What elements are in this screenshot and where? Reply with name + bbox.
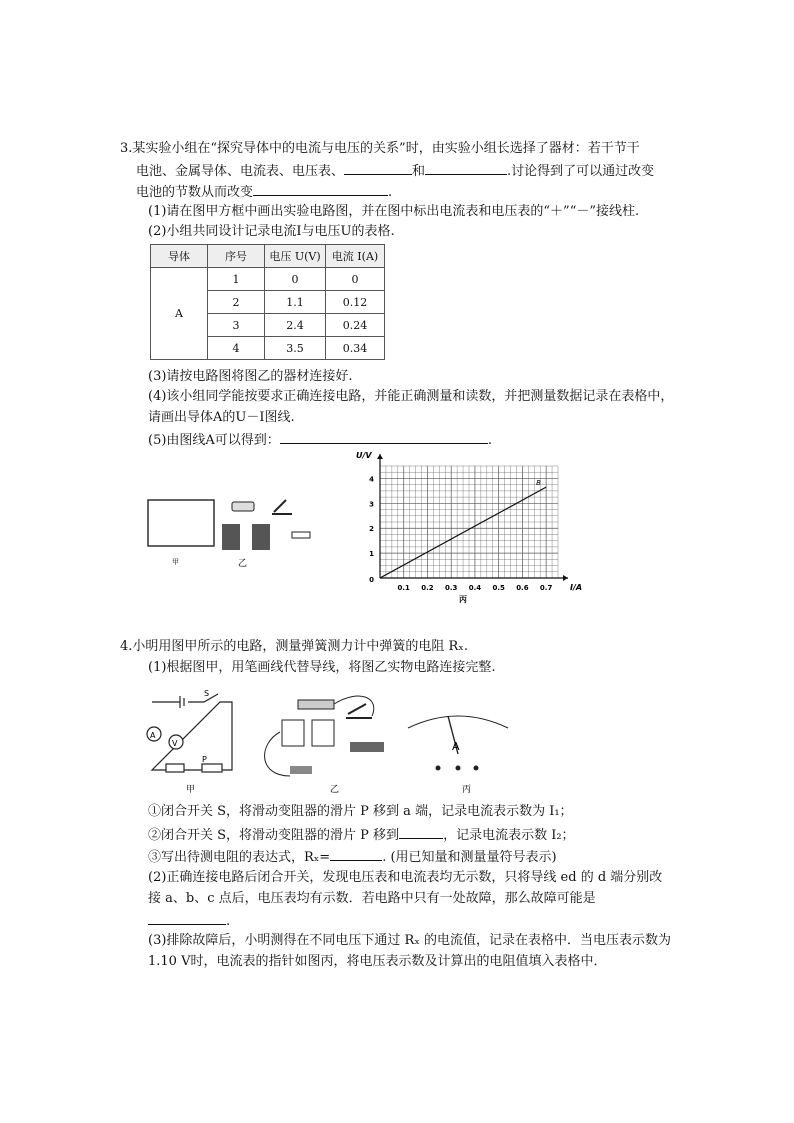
circuit-box <box>148 500 214 546</box>
table-header: 电压 U(V) <box>265 245 326 268</box>
figure-label-bing: 丙 <box>462 785 472 795</box>
conductor-cell: A <box>151 268 208 360</box>
q4-part3-b: 1.10 V时，电流表的指针如图丙，将电压表示数及计算出的电阻值填入表格中． <box>148 954 607 969</box>
y-tick-label: 2 <box>369 525 374 534</box>
q4-part2-b: 接 a、b、c 点后，电压表均有示数．若电路中只有一处故障，那么故障可能是 <box>148 891 596 906</box>
table-header: 导体 <box>151 245 208 268</box>
q4-part2-a: (2)正确连接电路后闭合开关，发现电压表和电流表均无示数，只将导线 ed 的 d 端分别改 <box>148 870 663 885</box>
resistor-icon <box>290 766 312 774</box>
q3-line3-text-a: 电池的节数从而改变 <box>136 185 254 200</box>
answer-blank[interactable] <box>253 182 388 196</box>
q3-line2-text-b: 和 <box>412 164 426 179</box>
table-cell: 0 <box>265 268 326 291</box>
voltmeter-icon <box>312 720 334 746</box>
q3-part2: (2)小组共同设计记录电流I与电压U的表格. <box>148 224 395 239</box>
y-tick-label: 4 <box>369 475 374 484</box>
apparatus-yi <box>265 696 384 776</box>
voltmeter-icon <box>252 524 270 550</box>
chart-caption: 丙 <box>459 595 467 604</box>
resistor-icon <box>292 532 310 538</box>
circuit-diagram-jia <box>147 694 232 772</box>
answer-blank[interactable] <box>280 430 488 444</box>
u-i-chart <box>346 452 586 610</box>
q3-line3-text-b: . <box>388 185 393 200</box>
x-axis-label: I/A <box>570 583 583 592</box>
ammeter-icon <box>282 720 304 746</box>
dial-letter: A <box>452 740 460 753</box>
equipment-figure <box>146 490 346 570</box>
q3-part5 <box>148 430 492 450</box>
series-label: B <box>536 479 541 488</box>
q4-part1: (1)根据图甲，用笔画线代替导线，将图乙实物电路连接完整. <box>148 660 496 675</box>
y-tick-label: 1 <box>369 550 374 559</box>
q3-part4-b: 请画出导体A的U－I图线. <box>148 410 295 425</box>
answer-blank[interactable] <box>148 911 226 925</box>
q4-step3-text-b: . (用已知量和测量量符号表示) <box>382 850 557 865</box>
q3-line2-text-a: 电池、金属导体、电流表、电压表、 <box>136 164 345 179</box>
rheostat-symbol <box>202 764 222 772</box>
y-axis-label: U/V <box>356 452 372 460</box>
table-cell: 0.12 <box>326 291 385 314</box>
rx-symbol <box>166 764 184 772</box>
q4-line1: 4.小明用图甲所示的电路，测量弹簧测力计中弹簧的电阻 Rₓ. <box>120 639 468 654</box>
y-axis-arrow <box>377 454 383 459</box>
table-cell: 2 <box>208 291 265 314</box>
ui-chart <box>346 452 586 610</box>
table-header-row <box>151 245 385 268</box>
switch-icon <box>346 704 372 718</box>
terminal-icon <box>456 766 461 771</box>
table-header: 序号 <box>208 245 265 268</box>
q3-part4-a: (4)该小组同学能按要求正确连接电路，并能正确测量和读数，并把测量数据记录在表格中， <box>148 389 674 404</box>
table-cell: 1.1 <box>265 291 326 314</box>
q3-part1: (1)请在图甲方框中画出实验电路图，并在图中标出电流表和电压表的“＋”“－”接线柱. <box>148 204 640 219</box>
battery-symbol <box>180 696 184 708</box>
table-cell: 0 <box>326 268 385 291</box>
q4-step3 <box>148 847 557 867</box>
terminal-icon <box>474 766 479 771</box>
q4-part2-c <box>148 911 230 931</box>
figure-label-yi: 乙 <box>238 559 248 569</box>
voltmeter-letter: V <box>172 739 178 748</box>
origin-label: 0 <box>369 576 374 584</box>
answer-blank[interactable] <box>399 825 443 839</box>
figure-label-yi: 乙 <box>330 785 340 795</box>
table-cell: 3 <box>208 314 265 337</box>
x-tick-label: 0.7 <box>539 584 553 592</box>
switch-icon <box>272 500 292 514</box>
q3-part5-text-a: (5)由图线A可以得到： <box>148 433 280 448</box>
table-cell: 4 <box>208 337 265 360</box>
x-axis-arrow <box>563 575 568 581</box>
table-header: 电流 I(A) <box>326 245 385 268</box>
x-tick-label: 0.5 <box>492 584 505 592</box>
x-tick-label: 0.3 <box>444 584 458 592</box>
answer-blank[interactable] <box>425 161 507 175</box>
terminal-icon <box>436 766 441 771</box>
x-tick-label: 0.2 <box>421 584 434 592</box>
q4-step1: ①闭合开关 S，将滑动变阻器的滑片 P 移到 a 端，记录电流表示数为 I₁； <box>148 804 573 819</box>
q4-figures <box>140 684 520 796</box>
q4-part3-a: (3)排除故障后，小明测得在不同电压下通过 Rₓ 的电流值，记录在表格中．当电压表示数为 <box>148 933 671 948</box>
battery-icon <box>298 700 334 709</box>
table-cell: 3.5 <box>265 337 326 360</box>
q4-part2-text-c: . <box>226 914 231 929</box>
q3-figure-jia-yi <box>146 490 346 570</box>
q3-line2 <box>136 161 654 181</box>
data-table <box>150 244 385 360</box>
chart-grid <box>380 466 558 578</box>
q3-line2-text-c: .讨论得到了可以通过改变 <box>507 164 655 179</box>
x-tick-label: 0.1 <box>397 584 410 592</box>
q3-part3: (3)请按电路图将图乙的器材连接好. <box>148 369 353 384</box>
table-row <box>151 268 385 291</box>
table-cell: 0.34 <box>326 337 385 360</box>
x-tick-label: 0.4 <box>468 584 482 592</box>
figure-label-jia: 甲 <box>172 558 179 566</box>
y-tick-label: 3 <box>369 500 374 509</box>
q4-step3-text-a: ③写出待测电阻的表达式，Rₓ= <box>148 850 331 865</box>
q4-step2-text-a: ②闭合开关 S，将滑动变阻器的滑片 P 移到 <box>148 828 400 843</box>
figure-label-jia: 甲 <box>186 785 196 795</box>
q4-step2-text-b: ，记录电流表示数 I₂； <box>443 828 575 843</box>
table-cell: 0.24 <box>326 314 385 337</box>
q3-part5-text-b: . <box>487 433 492 448</box>
table-cell: 1 <box>208 268 265 291</box>
battery-icon <box>232 502 254 511</box>
switch-letter: S <box>204 689 210 698</box>
x-tick-label: 0.6 <box>516 584 529 592</box>
table-cell: 2.4 <box>265 314 326 337</box>
q3-line3 <box>136 182 392 202</box>
slider-letter: P <box>202 755 207 764</box>
ammeter-icon <box>222 524 240 550</box>
q4-step2 <box>148 825 575 845</box>
q3-line1: 3.某实验小组在“探究导体中的电流与电压的关系”时，由实验小组长选择了器材：若干节干 <box>120 141 640 156</box>
ammeter-letter: A <box>150 731 156 740</box>
circuit-figures <box>140 684 520 796</box>
rheostat-icon <box>350 742 384 752</box>
dial-scale <box>408 716 508 728</box>
circuit-wires <box>152 694 232 770</box>
answer-blank[interactable] <box>330 847 382 861</box>
answer-blank[interactable] <box>344 161 412 175</box>
